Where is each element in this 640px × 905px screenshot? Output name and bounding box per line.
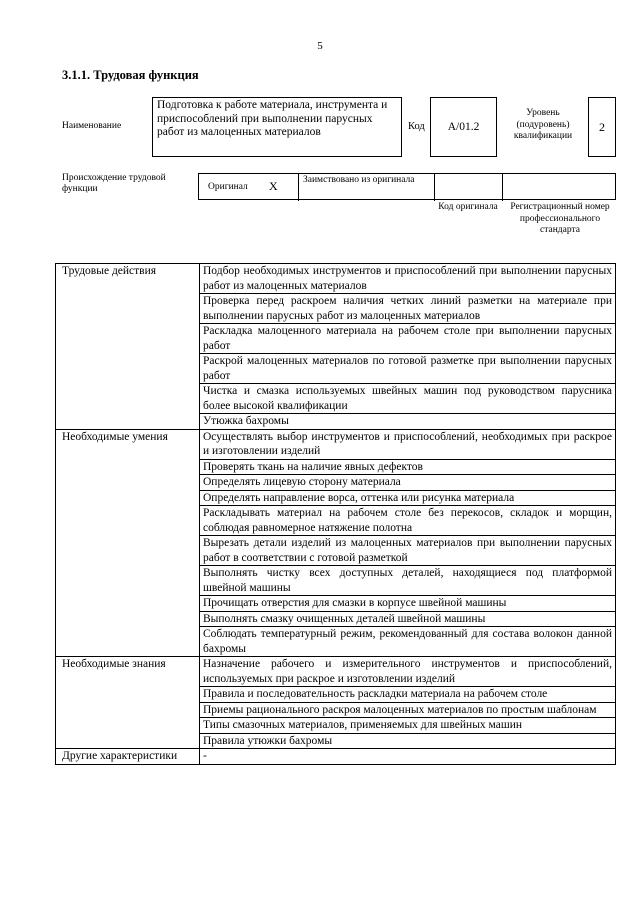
section-item: Определять лицевую сторону материала [200, 475, 616, 491]
section-item: - [200, 749, 616, 765]
section-title-cell [56, 354, 200, 384]
borrowed-label: Заимствовано из оригинала [303, 175, 415, 185]
section-title-cell [56, 566, 200, 596]
page-number: 5 [317, 40, 323, 52]
table-row [56, 611, 616, 627]
section-title-cell [56, 294, 200, 324]
section-item: Назначение рабочего и измерительного инструментов и приспособлений, используемых при раскрое и изготовлении изделий [200, 657, 616, 687]
code-label: Код [408, 121, 425, 132]
level-label: Уровень (подуровень) квалификации [513, 108, 573, 141]
table-row [56, 459, 616, 475]
section-title-cell [56, 702, 200, 718]
table-row [56, 324, 616, 354]
section-title-cell [56, 506, 200, 536]
section-title-cell [56, 733, 200, 749]
section-item: Осуществлять выбор инструментов и приспособлений, необходимых при раскрое и изготовлении изделий [200, 429, 616, 459]
section-item: Проверка перед раскроем наличия четких линий разметки на материале при выполнении парусных работ из малоценных материалов [200, 294, 616, 324]
section-item: Выполнять чистку всех доступных деталей, находящиеся под платформой швейной машины [200, 566, 616, 596]
section-item: Раскладывать материал на рабочем столе без перекосов, складок и морщин, соблюдая равномерное натяжение полотна [200, 506, 616, 536]
origin-label: Происхождение трудовой функции [62, 173, 166, 194]
table-row [56, 733, 616, 749]
table-row [56, 749, 616, 765]
section-item: Прочищать отверстия для смазки в корпусе швейной машины [200, 596, 616, 612]
table-row [56, 566, 616, 596]
section-item: Подбор необходимых инструментов и приспособлений при выполнении парусных работ из малоценных материалов [200, 264, 616, 294]
reg-number-label: Регистрационный номер профессионального стандарта [510, 202, 610, 235]
code-original-label: Код оригинала [438, 202, 498, 212]
table-row [56, 718, 616, 734]
section-title-cell [56, 475, 200, 491]
section-title-cell [56, 490, 200, 506]
table-row [56, 264, 616, 294]
section-item: Утюжка бахромы [200, 414, 616, 430]
section-title-cell [56, 596, 200, 612]
section-item: Вырезать детали изделий из малоценных материалов при выполнении парусных работ в соответствии с готовой разметкой [200, 536, 616, 566]
table-row [56, 354, 616, 384]
section-title: Другие характеристики [56, 749, 200, 765]
table-row [56, 657, 616, 687]
section-title: Необходимые умения [56, 429, 200, 459]
section-title: Трудовые действия [56, 264, 200, 294]
table-row [56, 536, 616, 566]
section-title-cell [56, 627, 200, 657]
table-row [56, 687, 616, 703]
section-item: Типы смазочных материалов, применяемых для швейных машин [200, 718, 616, 734]
code-box: А/01.2 [430, 97, 497, 157]
section-item: Раскрой малоценных материалов по готовой разметке при выполнении парусных работ [200, 354, 616, 384]
table-row [56, 506, 616, 536]
table-row [56, 702, 616, 718]
section-item: Соблюдать температурный режим, рекомендованный для состава волокон данной бахромы [200, 627, 616, 657]
section-title: Необходимые знания [56, 657, 200, 687]
table-row [56, 596, 616, 612]
section-item: Чистка и смазка используемых швейных машин под руководством парусника более высокой квалификации [200, 384, 616, 414]
section-title-cell [56, 687, 200, 703]
section-item: Правила и последовательность раскладки материала на рабочем столе [200, 687, 616, 703]
section-item: Проверять ткань на наличие явных дефектов [200, 459, 616, 475]
table-row [56, 627, 616, 657]
table-row [56, 490, 616, 506]
section-item: Определять направление ворса, оттенка или рисунка материала [200, 490, 616, 506]
table-row [56, 384, 616, 414]
section-title-cell [56, 414, 200, 430]
section-item: Правила утюжки бахромы [200, 733, 616, 749]
level-box: 2 [588, 97, 616, 157]
table-row [56, 475, 616, 491]
section-title-cell [56, 324, 200, 354]
section-title-cell [56, 536, 200, 566]
section-item: Раскладка малоценного материала на рабочем столе при выполнении парусных работ [200, 324, 616, 354]
section-title-cell [56, 459, 200, 475]
name-label: Наименование [62, 121, 122, 131]
section-title-cell [56, 611, 200, 627]
section-item: Приемы рационального раскроя малоценных материалов по простым шаблонам [200, 702, 616, 718]
table-row [56, 414, 616, 430]
section-title-cell [56, 718, 200, 734]
section-item: Выполнять смазку очищенных деталей швейной машины [200, 611, 616, 627]
original-mark: X [269, 179, 278, 193]
table-row [56, 294, 616, 324]
function-name-box: Подготовка к работе материала, инструмента и приспособлений при выполнении парусных работ из малоценных материалов [152, 97, 402, 157]
table-row [56, 429, 616, 459]
section-title-cell [56, 384, 200, 414]
original-label: Оригинал [208, 182, 248, 192]
origin-cell-reg [503, 174, 615, 201]
section-heading: 3.1.1. Трудовая функция [62, 68, 199, 82]
function-details-table [55, 263, 616, 765]
origin-cell-code [435, 174, 503, 201]
